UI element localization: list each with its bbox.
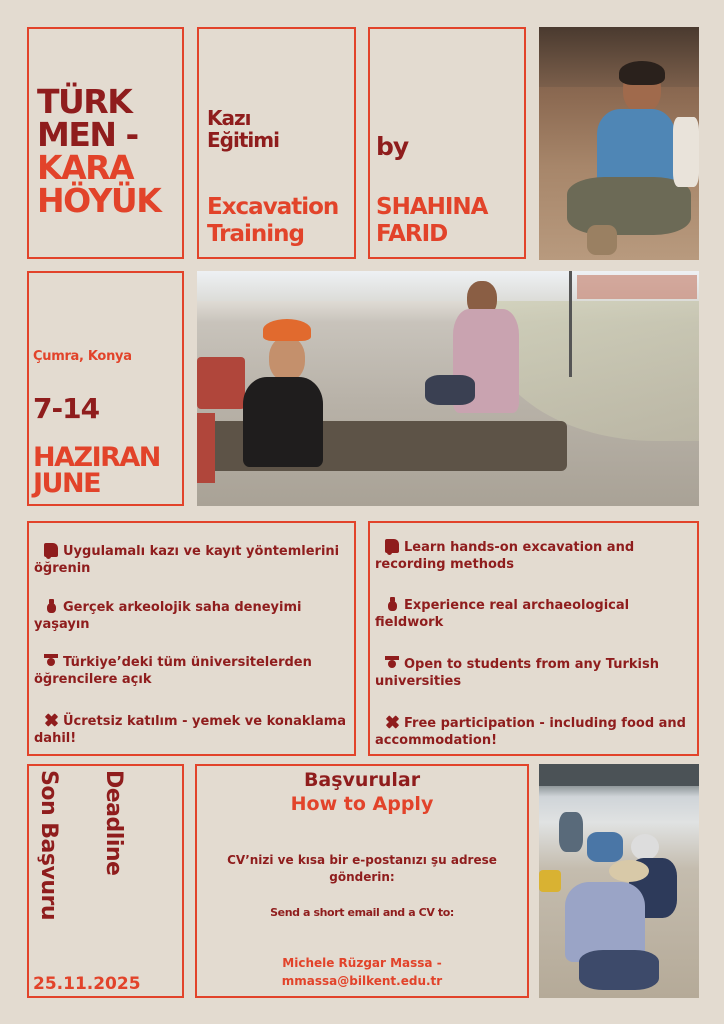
deadline-box (27, 764, 184, 998)
apply-contact-name: Michele Rüzgar Massa - (282, 956, 442, 970)
bullet-tr-1: Uygulamalı kazı ve kayıt yöntemlerini öğrenin (34, 544, 340, 576)
event-month-en: JUNE (33, 468, 101, 499)
training-tr-line-2: Eğitimi (207, 128, 279, 152)
apply-box (195, 764, 529, 998)
author-name-line-2: FARID (376, 221, 448, 247)
bullet-tr-4: Ücretsiz katılım - yemek ve konaklama dahil! (34, 714, 347, 746)
scroll-icon (44, 543, 58, 557)
deadline-date: 25.11.2025 (33, 974, 141, 994)
vase-icon (385, 597, 399, 611)
bullets-tr-box (27, 521, 356, 756)
training-en-line-1: Excavation (207, 194, 339, 220)
photo-team (539, 764, 699, 998)
tools-icon (44, 713, 58, 727)
deadline-label-en: Deadline (101, 770, 126, 876)
title-line-2: MEN - (37, 115, 138, 154)
bullet-en-2: Experience real archaeological fieldwork (375, 598, 630, 630)
bullets-en-box (368, 521, 699, 756)
title-line-4: HÖYÜK (37, 181, 161, 220)
title-line-1: TÜRK (37, 82, 132, 121)
training-tr-line-1: Kazı (207, 106, 251, 130)
bullet-tr-2: Gerçek arkeolojik saha deneyimi yaşayın (34, 600, 302, 632)
apply-instructions-tr: CV’nizi ve kısa bir e-postanızı şu adrese gönderin: (227, 853, 497, 884)
training-en-line-2: Training (207, 221, 305, 247)
event-dates: 7-14 (33, 392, 100, 425)
graduate-icon (385, 656, 399, 670)
title-box (27, 27, 184, 259)
training-box (197, 27, 356, 259)
vase-icon (44, 599, 58, 613)
apply-contact-email[interactable]: mmassa@bilkent.edu.tr (281, 974, 443, 988)
bullet-en-1: Learn hands-on excavation and recording methods (375, 540, 635, 572)
tools-icon (385, 715, 399, 729)
author-box (368, 27, 526, 259)
author-by: by (376, 132, 409, 161)
apply-title-tr: Başvurular (303, 769, 421, 791)
apply-title-en: How to Apply (290, 793, 434, 815)
bullet-en-3: Open to students from any Turkish universities (375, 657, 659, 689)
photo-excavation (197, 271, 699, 506)
graduate-icon (44, 654, 58, 668)
author-name-line-1: SHAHINA (376, 194, 488, 220)
bullet-tr-3: Türkiye’deki tüm üniversitelerden öğrencilere açık (34, 655, 312, 687)
date-box (27, 271, 184, 506)
deadline-label-tr: Son Başvuru (36, 770, 61, 921)
apply-instructions-en: Send a short email and a CV to: (270, 906, 454, 919)
photo-portrait (539, 27, 699, 260)
event-month-tr: HAZIRAN (33, 442, 160, 473)
event-location: Çumra, Konya (33, 349, 132, 364)
title-line-3: KARA (37, 148, 134, 187)
scroll-icon (385, 539, 399, 553)
bullet-en-4: Free participation - including food and accommodation! (375, 716, 686, 748)
